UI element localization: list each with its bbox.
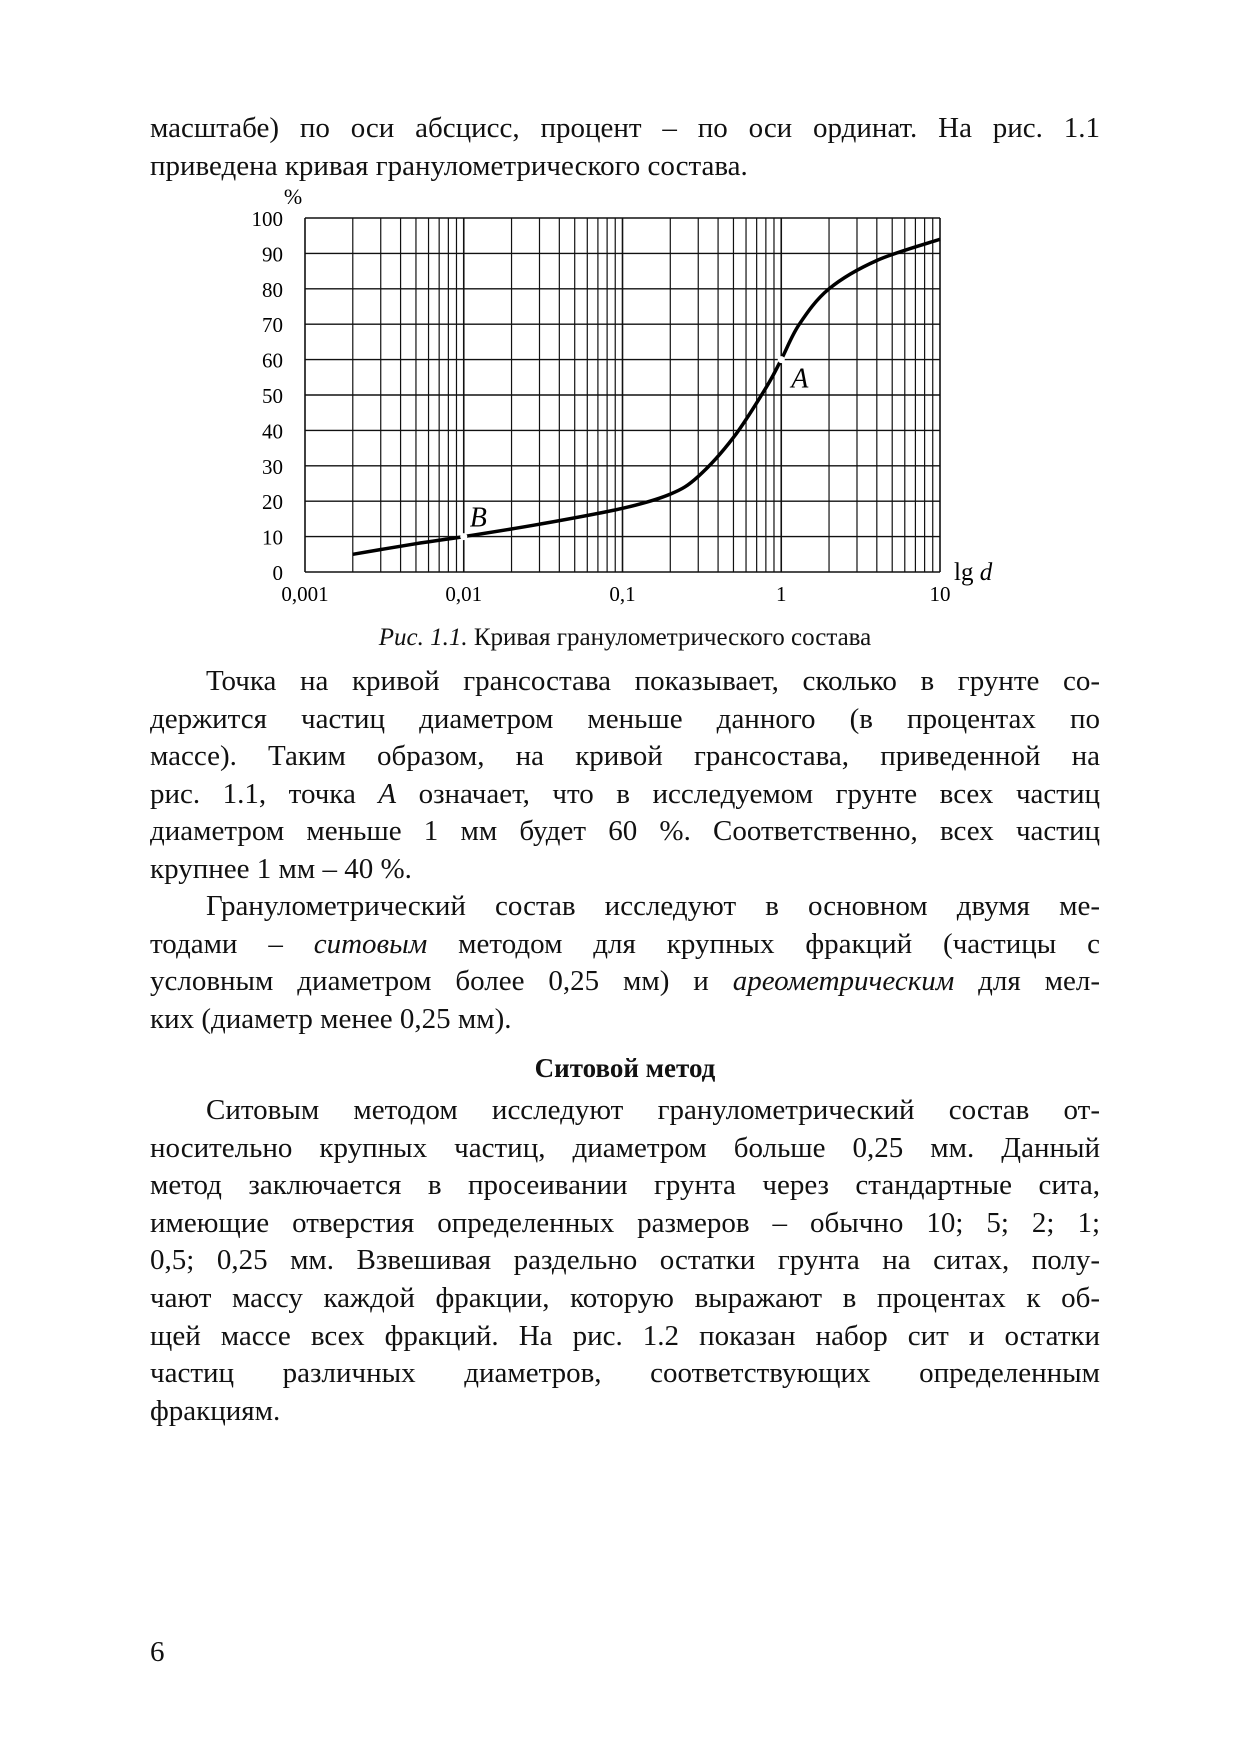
sieve-method-paragraph-line bbox=[150, 1130, 1100, 1166]
text-segment: тодами – bbox=[150, 927, 314, 960]
sieve-method-paragraph-line bbox=[150, 1355, 1100, 1391]
italic-term: ареометрическим bbox=[732, 965, 955, 998]
sieve-method-paragraph-line bbox=[150, 1318, 1100, 1354]
text-segment: масштабе) по оси абсцисс, процент – по оси ординат. На рис. 1.1 bbox=[150, 112, 1100, 144]
y-tick-label: 90 bbox=[262, 242, 283, 267]
text-segment: метод заключается в просеивании грунта через стандартные сита, bbox=[150, 1169, 1100, 1202]
text-segment: ких (диаметр менее 0,25 мм). bbox=[150, 1002, 512, 1035]
text-segment: условным диаметром более 0,25 мм) и bbox=[150, 965, 733, 998]
text-segment: приведена кривая гранулометрического состава. bbox=[150, 149, 748, 182]
sieve-method-paragraph-line bbox=[150, 1280, 1100, 1316]
point-label-b: B bbox=[469, 502, 487, 534]
y-axis-label: % bbox=[283, 184, 303, 209]
x-tick-label: 0,01 bbox=[445, 582, 483, 606]
y-tick-label: 60 bbox=[262, 348, 283, 373]
grain-size-curve bbox=[353, 239, 940, 554]
text-segment: рис. 1.1, точка bbox=[150, 777, 379, 810]
text-segment: диаметром меньше 1 мм будет 60 %. Соответственно, всех частиц bbox=[150, 815, 1100, 848]
x-axis-label: lg d bbox=[954, 559, 993, 586]
point-explanation-paragraph-line bbox=[150, 701, 1100, 737]
text-segment: означает, что в исследуемом грунте всех частиц bbox=[396, 777, 1100, 810]
x-tick-label: 0,1 bbox=[609, 582, 636, 606]
sieve-method-paragraph-line bbox=[150, 1393, 1100, 1429]
methods-paragraph-line bbox=[150, 926, 1100, 962]
italic-term: ситовым bbox=[313, 927, 428, 960]
point-explanation-paragraph-line bbox=[150, 813, 1100, 849]
point-explanation-paragraph-line bbox=[150, 663, 1100, 699]
point-explanation-paragraph-line bbox=[150, 776, 1100, 812]
y-tick-label: 0 bbox=[272, 561, 283, 585]
y-tick-label: 80 bbox=[262, 277, 283, 302]
y-tick-label: 100 bbox=[251, 207, 283, 231]
point-label-a: A bbox=[791, 363, 809, 395]
y-tick-label: 40 bbox=[262, 419, 283, 444]
methods-paragraph-line bbox=[150, 888, 1100, 924]
granulometric-chart bbox=[0, 0, 1241, 660]
text-segment: носительно крупных частиц, диаметром больше 0,25 мм. Данный bbox=[150, 1131, 1100, 1164]
text-segment: 0,5; 0,25 мм. Взвешивая раздельно остатки грунта на ситах, полу- bbox=[150, 1244, 1100, 1277]
y-tick-label: 20 bbox=[262, 490, 283, 515]
text-segment: чают массу каждой фракции, которую выражают в процентах к об- bbox=[150, 1282, 1100, 1314]
curve-point-b bbox=[460, 533, 467, 540]
x-tick-label: 1 bbox=[776, 582, 787, 606]
text-segment: держится частиц диаметром меньше данного (в процентах по bbox=[150, 702, 1100, 735]
y-tick-label: 70 bbox=[262, 313, 283, 338]
sieve-method-paragraph-line bbox=[150, 1092, 1100, 1128]
x-tick-label: 0,001 bbox=[281, 582, 329, 606]
italic-term: A bbox=[378, 777, 397, 810]
y-tick-label: 30 bbox=[262, 454, 283, 479]
sieve-method-paragraph-line bbox=[150, 1242, 1100, 1278]
section-heading: Ситовой метод bbox=[534, 1053, 716, 1083]
text-segment: фракциям. bbox=[150, 1394, 281, 1427]
point-explanation-paragraph-line bbox=[150, 851, 1100, 887]
page-number: 6 bbox=[150, 1636, 165, 1668]
x-tick-label: 10 bbox=[929, 582, 951, 606]
text-segment: Гранулометрический состав исследуют в основном двумя ме- bbox=[206, 890, 1100, 922]
text-segment: имеющие отверстия определенных размеров – обычно 10; 5; 2; 1; bbox=[150, 1206, 1100, 1239]
y-tick-label: 10 bbox=[262, 525, 283, 550]
y-tick-label: 50 bbox=[262, 384, 283, 408]
methods-paragraph-line bbox=[150, 963, 1100, 999]
sieve-method-paragraph-line bbox=[150, 1167, 1100, 1203]
caption-label: Рис. 1.1. bbox=[378, 624, 468, 651]
text-segment: для мел- bbox=[954, 965, 1100, 998]
sieve-method-paragraph-line bbox=[150, 1205, 1100, 1241]
caption-text: Кривая гранулометрического состава bbox=[467, 624, 872, 651]
text-segment: частиц различных диаметров, соответствующих определенным bbox=[150, 1357, 1100, 1390]
text-segment: Ситовым методом исследуют гранулометрический состав от- bbox=[206, 1094, 1100, 1126]
text-segment: щей массе всех фракций. На рис. 1.2 показан набор сит и остатки bbox=[150, 1319, 1100, 1352]
methods-paragraph-line bbox=[150, 1001, 1100, 1037]
point-explanation-paragraph-line bbox=[150, 738, 1100, 774]
text-segment: крупнее 1 мм – 40 %. bbox=[150, 853, 412, 885]
text-segment: массе). Таким образом, на кривой грансостава, приведенной на bbox=[150, 740, 1100, 773]
text-segment: методом для крупных фракций (частицы с bbox=[427, 927, 1100, 960]
text-segment: Точка на кривой грансостава показывает, сколько в грунте со- bbox=[206, 665, 1100, 697]
figure-caption bbox=[150, 620, 1100, 656]
curve-point-a bbox=[778, 356, 785, 363]
